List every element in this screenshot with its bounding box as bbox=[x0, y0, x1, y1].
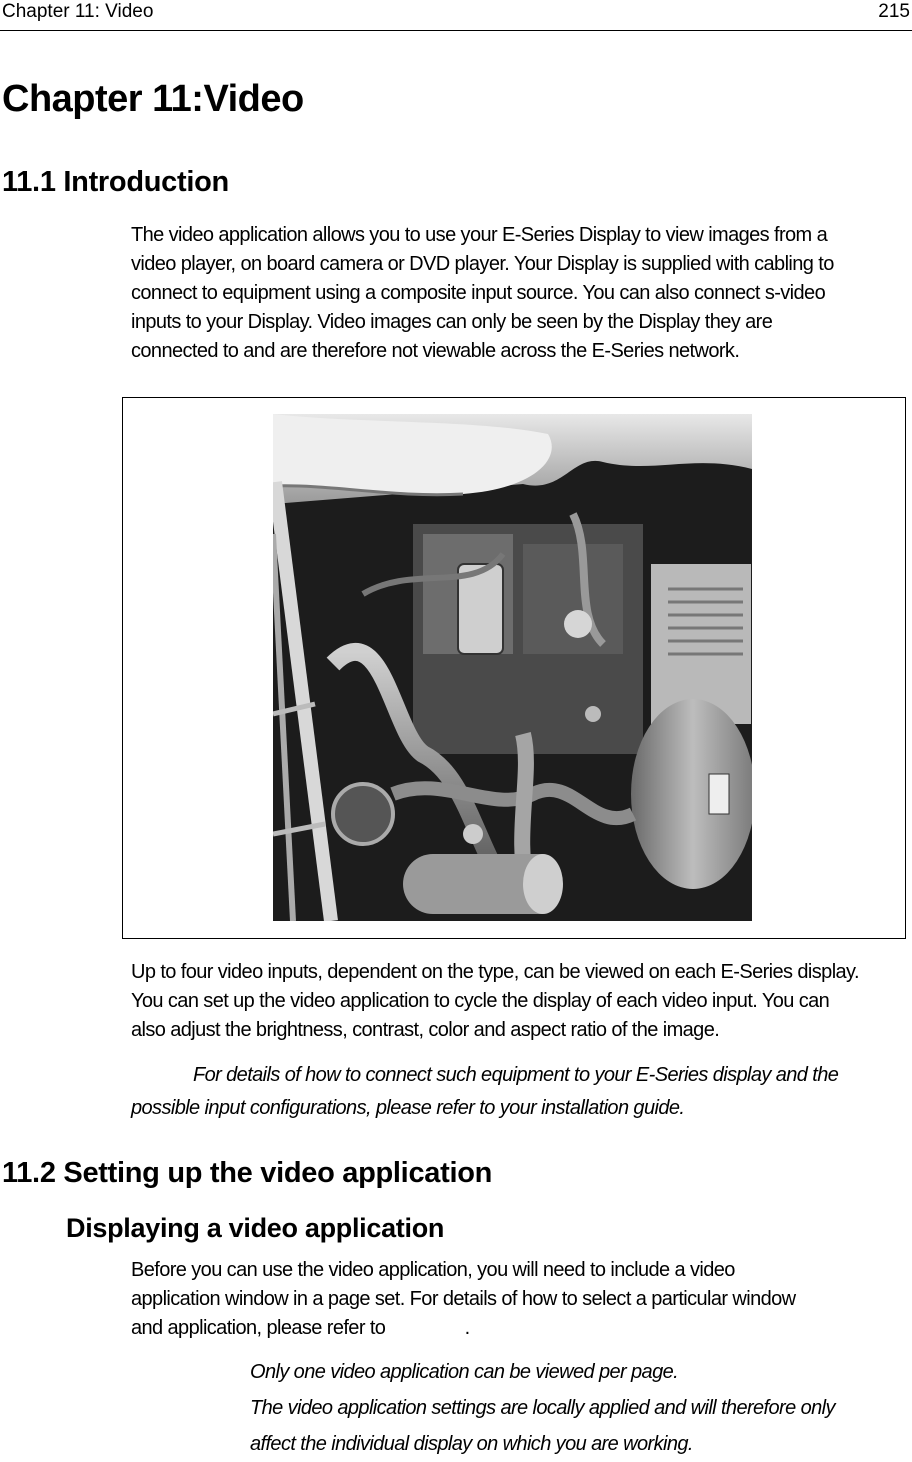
note-line: possible input configurations, please refer to your installation guide. bbox=[131, 1097, 685, 1119]
section-heading-setting-up: 11.2 Setting up the video application bbox=[2, 1157, 493, 1189]
note-line: Only one video application can be viewed per page. bbox=[250, 1361, 679, 1383]
paragraph-line: also adjust the brightness, contrast, color and aspect ratio of the image. bbox=[131, 1019, 720, 1041]
page-notes bbox=[250, 1354, 910, 1462]
paragraph-line: Up to four video inputs, dependent on the type, can be viewed on each E-Series display. bbox=[131, 961, 859, 983]
paragraph-line: and application, please refer to . bbox=[131, 1317, 470, 1339]
subsection-heading-displaying: Displaying a video application bbox=[66, 1213, 445, 1243]
engine-room-photo bbox=[273, 414, 752, 921]
note-line: The video application settings are locally applied and will therefore only bbox=[250, 1397, 835, 1419]
section-heading-introduction: 11.1 Introduction bbox=[2, 166, 229, 198]
installation-note bbox=[131, 1059, 911, 1125]
paragraph-line: The video application allows you to use your E-Series Display to view images from a bbox=[131, 224, 828, 246]
paragraph-line: connect to equipment using a composite input source. You can also connect s-video bbox=[131, 282, 826, 304]
note-line: affect the individual display on which you are working. bbox=[250, 1433, 693, 1455]
intro-paragraph bbox=[131, 221, 911, 366]
paragraph-line: You can set up the video application to cycle the display of each video input. You can bbox=[131, 990, 830, 1012]
paragraph-line: video player, on board camera or DVD player. Your Display is supplied with cabling to bbox=[131, 253, 834, 275]
engine-photo-illustration bbox=[273, 414, 752, 921]
paragraph-line: connected to and are therefore not viewable across the E-Series network. bbox=[131, 340, 740, 362]
paragraph-line: inputs to your Display. Video images can only be seen by the Display they are bbox=[131, 311, 773, 333]
setup-paragraph bbox=[131, 1256, 911, 1343]
note-line: For details of how to connect such equipment to your E-Series display and the bbox=[193, 1064, 839, 1086]
paragraph-line: Before you can use the video application, you will need to include a video bbox=[131, 1259, 735, 1281]
running-header bbox=[0, 0, 912, 31]
page-number: 215 bbox=[878, 1, 910, 22]
paragraph-line: application window in a page set. For details of how to select a particular window bbox=[131, 1288, 796, 1310]
chapter-title: Chapter 11:Video bbox=[2, 78, 304, 120]
figure-frame bbox=[122, 397, 906, 939]
video-inputs-paragraph bbox=[131, 958, 911, 1045]
running-header-chapter: Chapter 11: Video bbox=[2, 1, 154, 22]
